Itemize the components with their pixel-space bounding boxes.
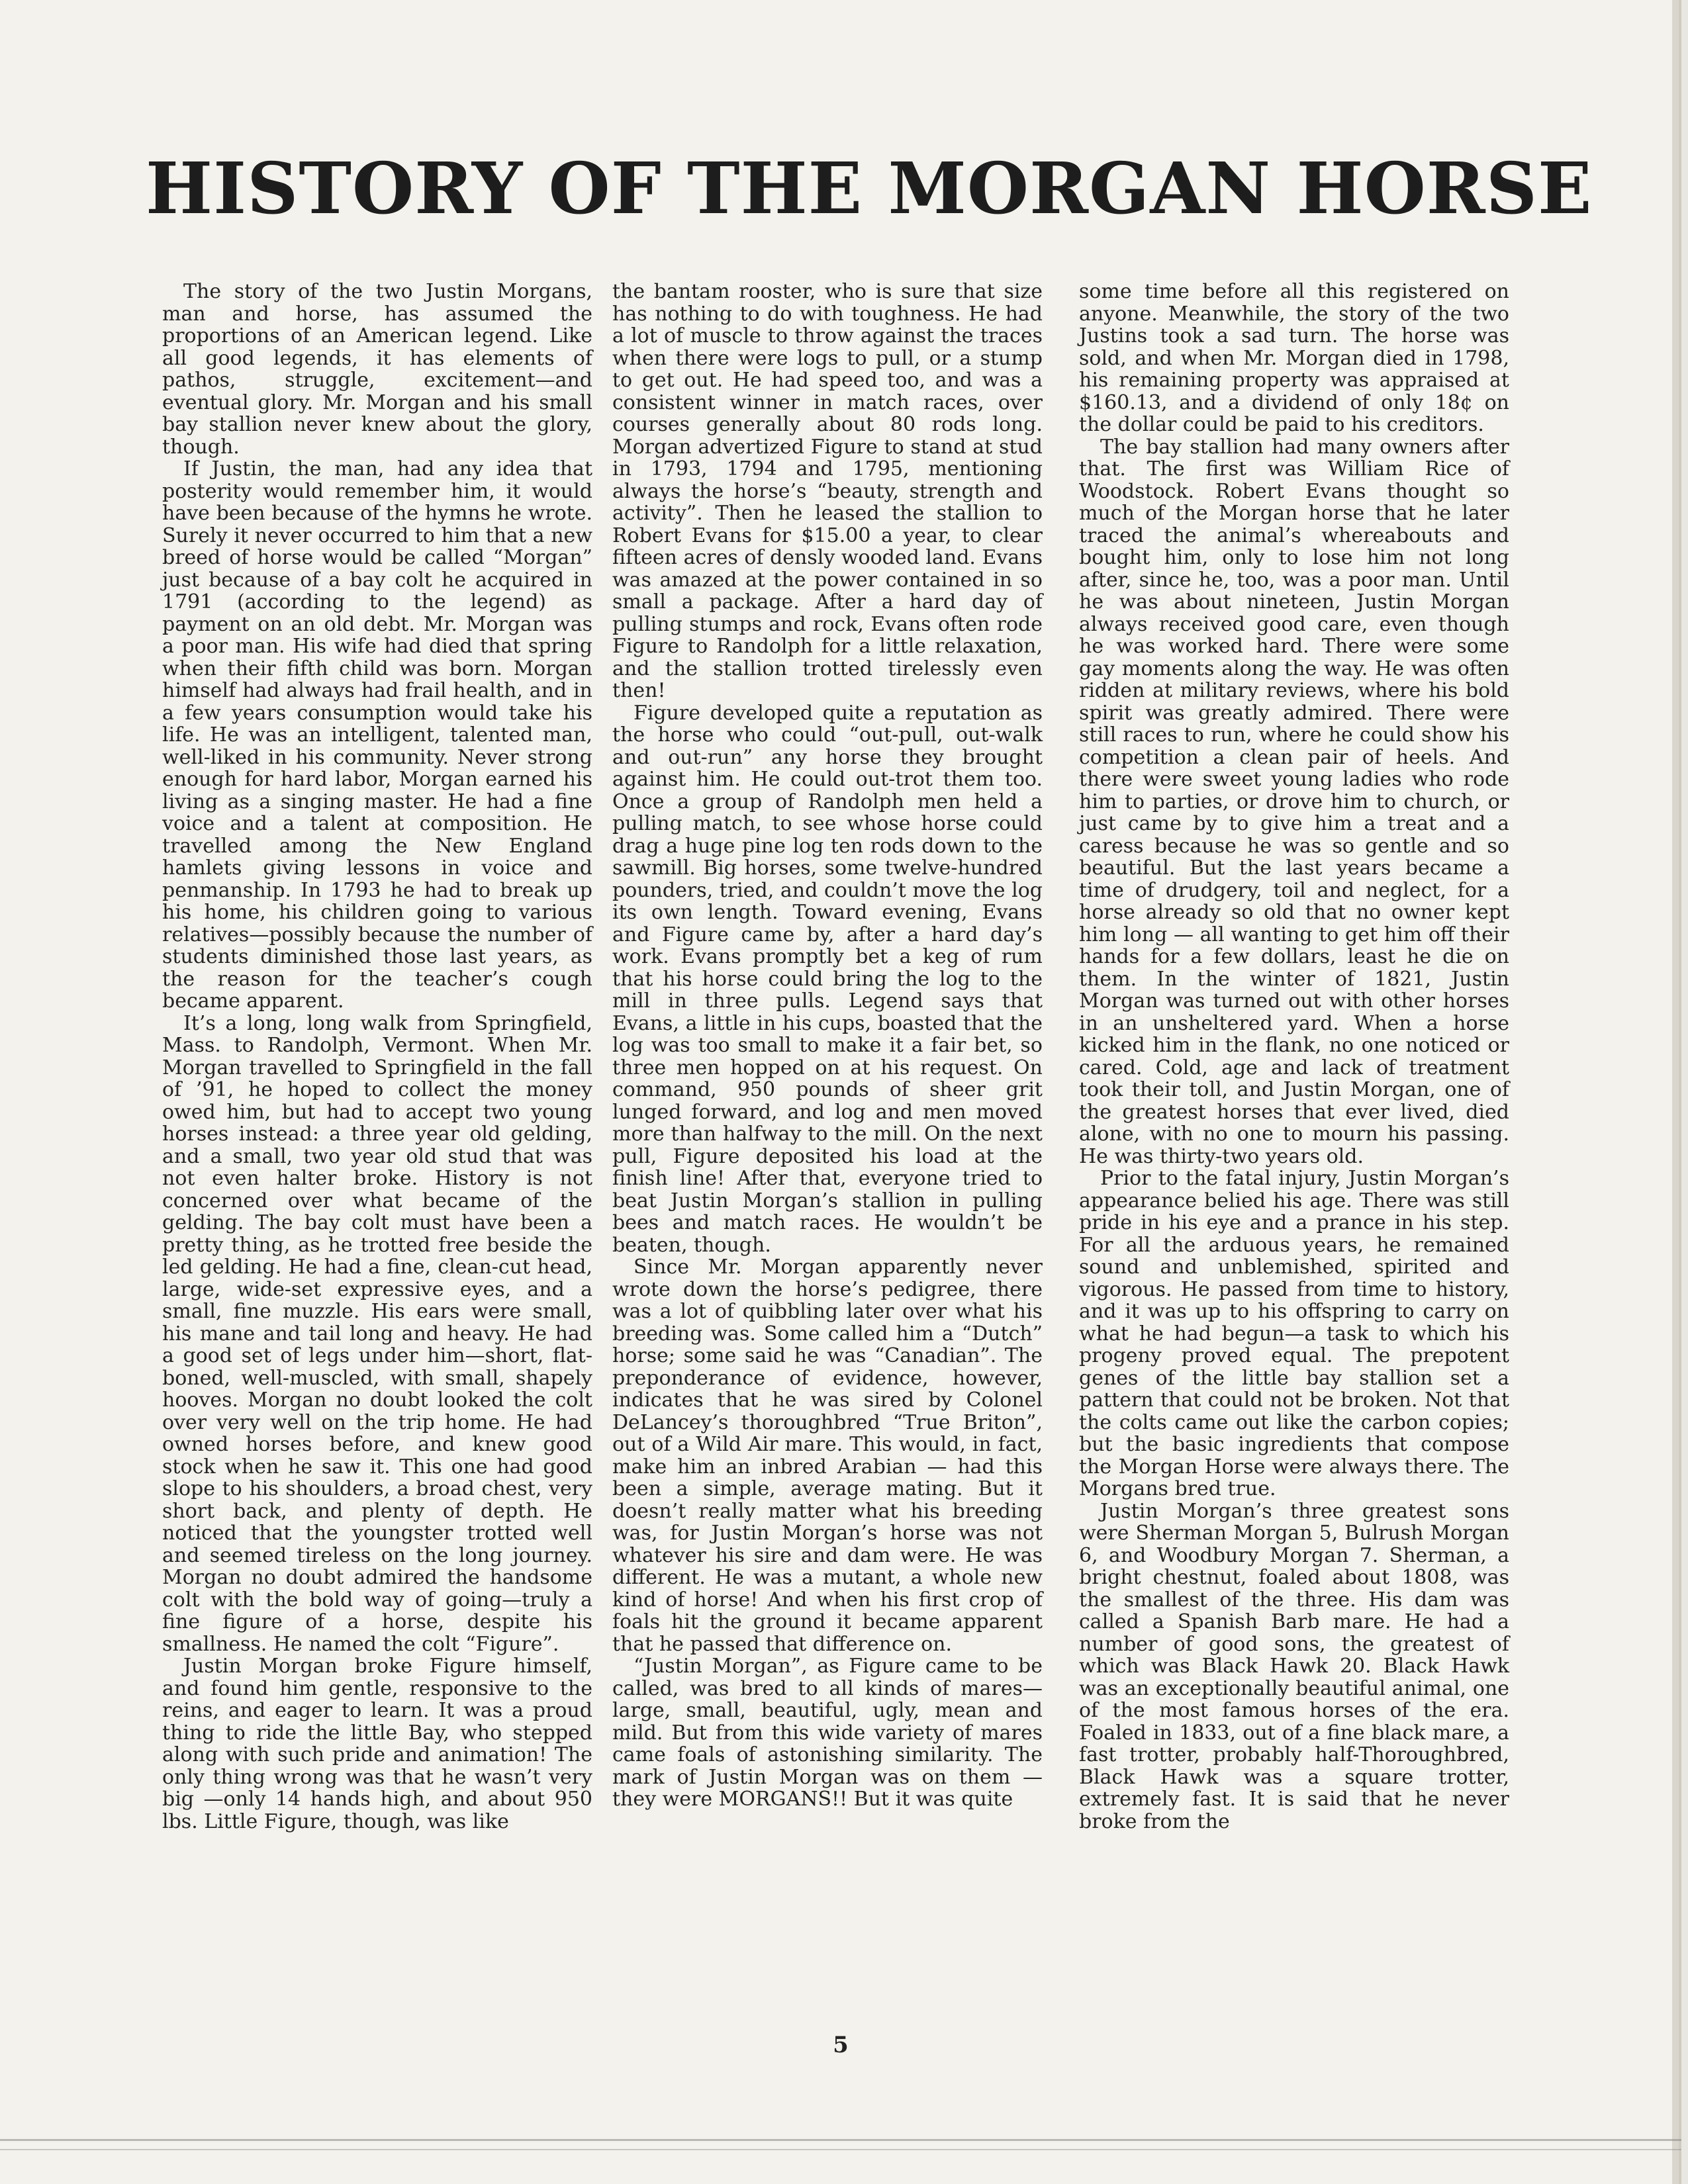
text-column-1 xyxy=(162,281,592,1833)
scan-artifact-line xyxy=(0,2149,1681,2150)
page-edge xyxy=(1672,0,1679,2184)
paragraph: Since Mr. Morgan apparently never wrote down the horse’s pedigree, there was a lot of quibbling later over what his breeding was. Some called him a “Dutch” horse; some said he was “Canadian”. The preponderance of evidence, however, indicates that he was sired by Colonel DeLancey’s thoroughbred “True Briton”, out of a Wild Air mare. This would, in fact, make him an inbred Arabian — had this been a simple, average mating. But it doesn’t really matter what his breeding was, for Justin Morgan’s horse was not whatever his sire and dam were. He was different. He was a mutant, a whole new kind of horse! And when his first crop of foals hit the ground it became apparent that he passed that difference on. xyxy=(612,1255,1043,1656)
scan-artifact-line xyxy=(0,2139,1681,2141)
paragraph: If Justin, the man, had any idea that posterity would remember him, it would have been because of the hymns he wrote. Surely it never occurred to him that a new breed of horse would be called “Morgan” just because of a bay colt he acquired in 1791 (according to the legend) as payment on an old debt. Mr. Morgan was a poor man. His wife had died that spring when their fifth child was born. Morgan himself had always had frail health, and in a few years consumption would take his life. He was an intelligent, talented man, well-liked in his community. Never strong enough for hard labor, Morgan earned his living as a singing master. He had a fine voice and a talent at composition. He travelled among the New England hamlets giving lessons in voice and penmanship. In 1793 he had to break up his home, his children going to various relatives—possibly because the number of students diminished those last years, as the reason for the teacher’s cough became apparent. xyxy=(162,457,592,1013)
paragraph: Prior to the fatal injury, Justin Morgan’s appearance belied his age. There was still pride in his eye and a prance in his step. For all the arduous years, he remained sound and unblemished, spirited and vigorous. He passed from time to history, and it was up to his offspring to carry on what he had begun—a task to which his progeny proved equal. The prepotent genes of the little bay stallion set a pattern that could not be broken. Not that the colts came out like the carbon copies; but the basic ingredients that compose the Morgan Horse were always there. The Morgans bred true. xyxy=(1079,1167,1509,1500)
paragraph: Justin Morgan broke Figure himself, and found him gentle, responsive to the reins, and eager to learn. It was a proud thing to ride the little Bay, who stepped along with such pride and animation! The only thing wrong was that he wasn’t very big —only 14 hands high, and about 950 lbs. Little Figure, though, was like xyxy=(162,1655,592,1833)
text-column-3 xyxy=(1079,281,1509,1833)
paragraph: Justin Morgan’s three greatest sons were Sherman Morgan 5, Bulrush Morgan 6, and Woodbury Morgan 7. Sherman, a bright chestnut, foaled about 1808, was the smallest of the three. His dam was called a Spanish Barb mare. He had a number of good sons, the greatest of which was Black Hawk 20. Black Hawk was an exceptionally beautiful animal, one of the most famous horses of the era. Foaled in 1833, out of a fine black mare, a fast trotter, probably half-Thoroughbred, Black Hawk was a square trotter, extremely fast. It is said that he never broke from the xyxy=(1079,1499,1509,1833)
paragraph: The story of the two Justin Morgans, man and horse, has assumed the proportions of an American legend. Like all good legends, it has elements of pathos, struggle, excitement—and eventual glory. Mr. Morgan and his small bay stallion never knew about the glory, though. xyxy=(162,280,592,459)
paragraph: It’s a long, long walk from Springfield, Mass. to Randolph, Vermont. When Mr. Morgan travelled to Springfield in the fall of ’91, he hoped to collect the money owed him, but had to accept two young horses instead: a three year old gelding, and a small, two year old stud that was not even halter broke. History is not concerned over what became of the gelding. The bay colt must have been a pretty thing, as he trotted free beside the led gelding. He had a fine, clean-cut head, large, wide-set expressive eyes, and a small, fine muzzle. His ears were small, his mane and tail long and heavy. He had a good set of legs under him—short, flat-boned, well-muscled, with small, shapely hooves. Morgan no doubt looked the colt over very well on the trip home. He had owned horses before, and knew good stock when he saw it. This one had good slope to his shoulders, a broad chest, very short back, and plenty of depth. He noticed that the youngster trotted well and seemed tireless on the long journey. Morgan no doubt admired the handsome colt with the bold way of going—truly a fine figure of a horse, despite his smallness. He named the colt “Figure”. xyxy=(162,1011,592,1656)
article-title: HISTORY OF THE MORGAN HORSE xyxy=(146,148,1593,230)
paragraph: “Justin Morgan”, as Figure came to be called, was bred to all kinds of mares—large, small, beautiful, ugly, mean and mild. But from this wide variety of mares came foals of astonishing similarity. The mark of Justin Morgan was on them — they were MORGANS!! But it was quite xyxy=(612,1655,1043,1811)
text-column-2 xyxy=(612,281,1043,1811)
paragraph: some time before all this registered on anyone. Meanwhile, the story of the two Justins took a sad turn. The horse was sold, and when Mr. Morgan died in 1798, his remaining property was appraised at $160.13, and a dividend of only 18¢ on the dollar could be paid to his creditors. xyxy=(1079,280,1509,436)
page-number: 5 xyxy=(833,2032,849,2058)
paragraph: The bay stallion had many owners after that. The first was William Rice of Woodstock. Robert Evans thought so much of the Morgan horse that he later traced the animal’s whereabouts and bought him, only to lose him not long after, since he, too, was a poor man. Until he was about nineteen, Justin Morgan always received good care, even though he was worked hard. There were some gay moments along the way. He was often ridden at military reviews, where his bold spirit was greatly admired. There were still races to run, where he could show his competition a clean pair of heels. And there were sweet young ladies who rode him to parties, or drove him to church, or just came by to give him a treat and a caress because he was so gentle and so beautiful. But the last years became a time of drudgery, toil and neglect, for a horse already so old that no owner kept him long — all wanting to get him off their hands for a few dollars, least he die on them. In the winter of 1821, Justin Morgan was turned out with other horses in an unsheltered yard. When a horse kicked him in the flank, no one noticed or cared. Cold, age and lack of treatment took their toll, and Justin Morgan, one of the greatest horses that ever lived, died alone, with no one to mourn his passing. He was thirty-two years old. xyxy=(1079,435,1509,1168)
paragraph: Figure developed quite a reputation as the horse who could “out-pull, out-walk and out-run” any horse they brought against him. He could out-trot them too. Once a group of Randolph men held a pulling match, to see whose horse could drag a huge pine log ten rods down to the sawmill. Big horses, some twelve-hundred pounders, tried, and couldn’t move the log its own length. Toward evening, Evans and Figure came by, after a hard day’s work. Evans promptly bet a keg of rum that his horse could bring the log to the mill in three pulls. Legend says that Evans, a little in his cups, boasted that the log was too small to make it a fair bet, so three men hopped on at his request. On command, 950 pounds of sheer grit lunged forward, and log and men moved more than halfway to the mill. On the next pull, Figure deposited his load at the finish line! After that, everyone tried to beat Justin Morgan’s stallion in pulling bees and match races. He wouldn’t be beaten, though. xyxy=(612,701,1043,1257)
paragraph: the bantam rooster, who is sure that size has nothing to do with toughness. He had a lot of muscle to throw against the traces when there were logs to pull, or a stump to get out. He had speed too, and was a consistent winner in match races, over courses generally about 80 rods long. Morgan advertized Figure to stand at stud in 1793, 1794 and 1795, mentioning always the horse’s “beauty, strength and activity”. Then he leased the stallion to Robert Evans for $15.00 a year, to clear fifteen acres of densly wooded land. Evans was amazed at the power contained in so small a package. After a hard day of pulling stumps and rock, Evans often rode Figure to Randolph for a little relaxation, and the stallion trotted tirelessly even then! xyxy=(612,280,1043,702)
